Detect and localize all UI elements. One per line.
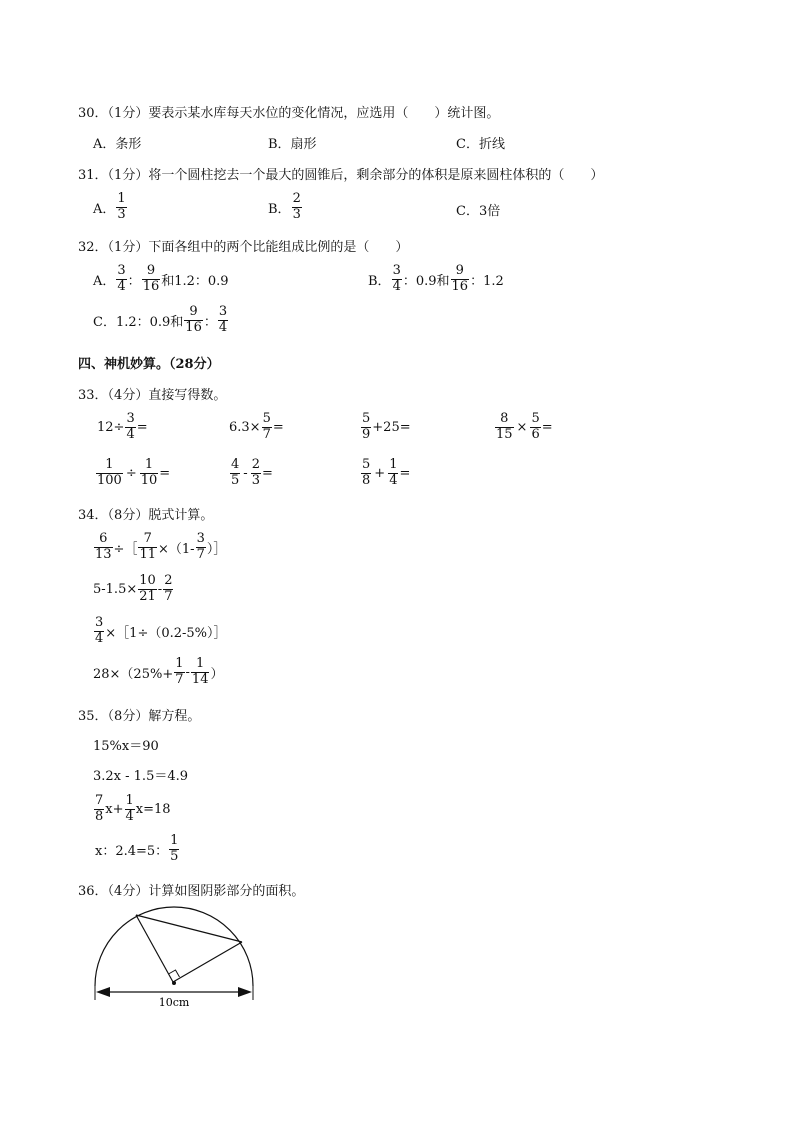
q33-expr-7: $\frac{5}{8}$ + $\frac{1}{4}$ = — [362, 457, 411, 488]
q35-equation-2: 3.2x - 1.5＝4.9 — [93, 769, 189, 784]
q33-expr-3: $\frac{5}{9}$ +25= — [362, 411, 411, 442]
dimension-arrow-right — [238, 987, 252, 997]
q30-option-a: A．条形 — [93, 137, 142, 152]
semicircle-diagram — [88, 900, 263, 1012]
q33-expr-5: $\frac{1}{100}$ ÷ $\frac{1}{10}$ = — [97, 457, 171, 488]
semicircle-arc — [95, 907, 253, 986]
q34-expr-2: 5-1.5× $\frac{10}{21}$ - $\frac{2}{7}$ — [93, 573, 173, 604]
fraction: $\frac{2}{3}$ — [292, 191, 301, 222]
diameter-label: 10cm — [158, 996, 190, 1009]
fraction: $\frac{1}{3}$ — [117, 191, 126, 222]
q35-stem: 35．（8分）解方程。 — [78, 709, 201, 724]
q33-stem: 33．（4分）直接写得数。 — [78, 388, 227, 403]
q31-stem: 31．（1分）将一个圆柱挖去一个最大的圆锥后，剩余部分的体积是原来圆柱体积的（ ） — [78, 168, 604, 183]
q32-option-c: C．1.2：0.9和 $\frac{9}{16}$ ： $\frac{3}{4}$ — [93, 304, 228, 335]
q30-stem: 30．（1分）要表示某水库每天水位的变化情况，应选用（ ）统计图。 — [78, 106, 500, 121]
q34-expr-3: $\frac{3}{4}$ ×［1÷（0.2-5%）］ — [95, 615, 227, 646]
q36-stem: 36．（4分）计算如图阴影部分的面积。 — [78, 884, 305, 899]
center-point — [172, 981, 176, 985]
q33-expr-6: $\frac{4}{5}$ - $\frac{2}{3}$ = — [231, 457, 273, 488]
q33-expr-2: 6.3× $\frac{5}{7}$ = — [229, 411, 284, 442]
q35-equation-3: $\frac{7}{8}$ x+ $\frac{1}{4}$ x=18 — [95, 793, 171, 824]
q31-option-c: C．3倍 — [456, 204, 501, 219]
q33-expr-1: 12÷ $\frac{3}{4}$ = — [97, 411, 148, 442]
q35-equation-1: 15%x＝90 — [93, 739, 159, 754]
dimension-arrow-left — [96, 987, 110, 997]
q30-option-c: C．折线 — [456, 137, 505, 152]
q32-option-b: B． $\frac{3}{4}$ ：0.9和 $\frac{9}{16}$ ：1.2 — [368, 263, 504, 294]
q35-equation-4: x：2.4=5： $\frac{1}{5}$ — [95, 833, 179, 864]
q34-expr-4: 28×（25%+ $\frac{1}{7}$ - $\frac{1}{14}$ ） — [93, 656, 224, 687]
q31-option-b: B． $\frac{2}{3}$ — [268, 191, 301, 222]
section-heading: 四、神机妙算。（28分） — [78, 357, 220, 372]
q31-option-a: A． $\frac{1}{3}$ — [93, 191, 126, 222]
q32-stem: 32．（1分）下面各组中的两个比能组成比例的是（ ） — [78, 240, 409, 255]
triangle-side-right — [173, 942, 242, 982]
q34-stem: 34．（8分）脱式计算。 — [78, 508, 214, 523]
q32-option-a: A． $\frac{3}{4}$ ： $\frac{9}{16}$ 和1.2：0.9 — [93, 263, 229, 294]
triangle-side-left — [136, 915, 173, 982]
triangle-side-top — [136, 915, 242, 942]
q33-expr-4: $\frac{8}{15}$ × $\frac{5}{6}$ = — [496, 411, 553, 442]
q34-expr-1: $\frac{6}{13}$ ÷［ $\frac{7}{11}$ ×（1- $\frac{3}{7}$ ）］ — [95, 531, 227, 562]
q30-option-b: B．扇形 — [268, 137, 317, 152]
